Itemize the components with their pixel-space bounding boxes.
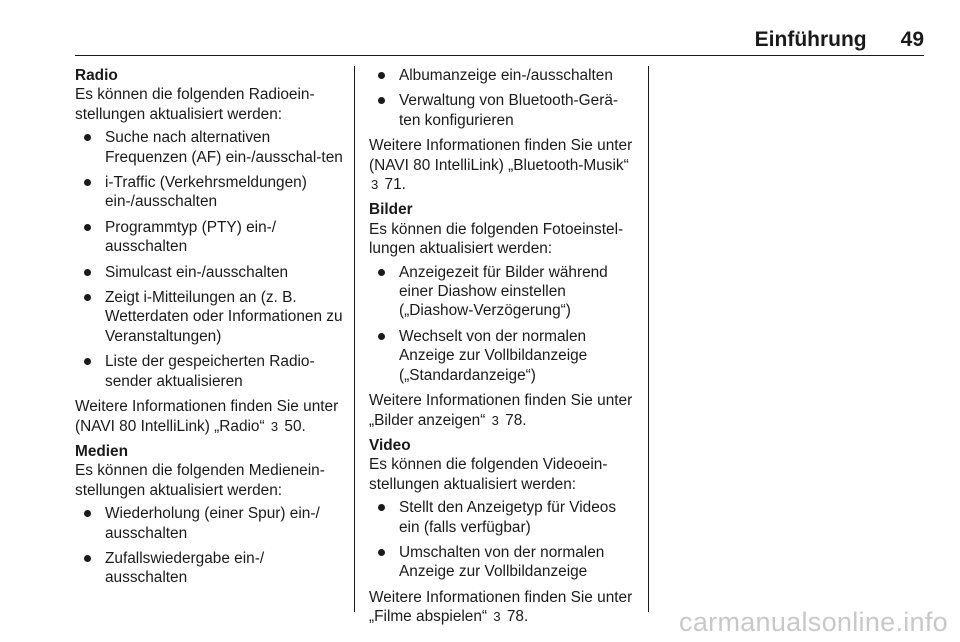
arrow-ref-icon: 3 [491,412,499,428]
section-heading-bilder: Bilder [369,201,413,219]
arrow-ref-icon: 3 [270,418,279,434]
section-heading-video: Video [369,436,411,454]
section-heading-radio: Radio [75,67,118,84]
bilder-list [369,263,639,385]
list-item: Wechselt von der normalen Anzeige zur Vollbildanzeige („Standardanzeige“) [369,327,639,385]
more-info-text: Weitere Informationen finden Sie unter „Filme abspielen“ [369,588,633,626]
list-item: Liste der gespeicherten Radio-sender aktualisieren [75,352,345,391]
column-right [369,66,639,633]
medien-list-continued [369,66,639,130]
arrow-ref-icon: 3 [493,609,501,625]
list-item: Anzeigezeit für Bilder während einer Diashow einstellen („Diashow-Verzögerung“) [369,263,639,321]
list-item: Umschalten von der normalen Anzeige zur Vollbildanzeige [369,543,639,582]
page-header [75,28,924,54]
section-radio [75,66,345,436]
column-divider-right [648,66,649,612]
more-info-text: Weitere Informationen finden Sie unter „Bilder anzeigen“ [369,392,633,429]
list-item: Simulcast ein-/ausschalten [75,263,345,282]
column-divider-left [354,66,355,612]
page-title: Einführung [754,28,867,51]
section-medien [75,442,345,588]
list-item: Albumanzeige ein-/ausschalten [369,66,639,85]
reference-link[interactable]: 50. [284,417,306,435]
section-heading-medien: Medien [75,442,129,460]
page-number: 49 [900,28,924,51]
section-bilder [369,200,639,429]
medien-list [75,504,345,588]
list-item: Verwaltung von Bluetooth-Gerä-ten konfigurieren [369,91,639,130]
reference-link[interactable]: 78. [505,411,527,429]
arrow-ref-icon: 3 [371,177,379,193]
list-item: i-Traffic (Verkehrsmeldungen) ein-/ausschalten [75,173,345,212]
header-divider [75,55,924,56]
watermark: carmanualsonline.info [679,607,948,637]
more-info-text: Weitere Informationen finden Sie unter (NAVI 80 IntelliLink) „Radio“ [75,398,339,435]
reference-link[interactable]: 78. [506,608,529,626]
section-intro-radio: Es können die folgenden Radioein-stellungen aktualisiert werden: [75,86,315,123]
section-video [369,436,639,627]
list-item: Wiederholung (einer Spur) ein-/ ausschalten [75,504,345,543]
column-left [75,66,345,594]
section-medien-continued [369,66,639,194]
list-item: Suche nach alternativen Frequenzen (AF) ein-/ausschal-ten [75,128,345,167]
radio-list [75,128,345,391]
list-item: Zufallswiedergabe ein-/ ausschalten [75,549,345,588]
section-intro-video: Es können die folgenden Videoein-stellungen aktualisiert werden: [369,456,608,493]
more-info-radio [75,397,345,436]
more-info-text: Weitere Informationen finden Sie unter (NAVI 80 IntelliLink) „Bluetooth-Musik“ [369,137,633,174]
more-info-video [369,588,639,627]
more-info-bilder [369,391,639,430]
section-intro-medien: Es können die folgenden Medienein-stellungen aktualisiert werden: [75,462,325,499]
list-item: Zeigt i-Mitteilungen an (z. B. Wetterdaten oder Informationen zu Veranstaltungen) [75,288,345,346]
section-intro-bilder: Es können die folgenden Fotoeinstel-lungen aktualisiert werden: [369,220,624,258]
list-item: Stellt den Anzeigetyp für Videos ein (falls verfügbar) [369,498,639,537]
video-list [369,498,639,582]
reference-link[interactable]: 71. [384,176,406,194]
list-item: Programmtyp (PTY) ein-/ ausschalten [75,218,345,257]
more-info-medien [369,136,639,194]
